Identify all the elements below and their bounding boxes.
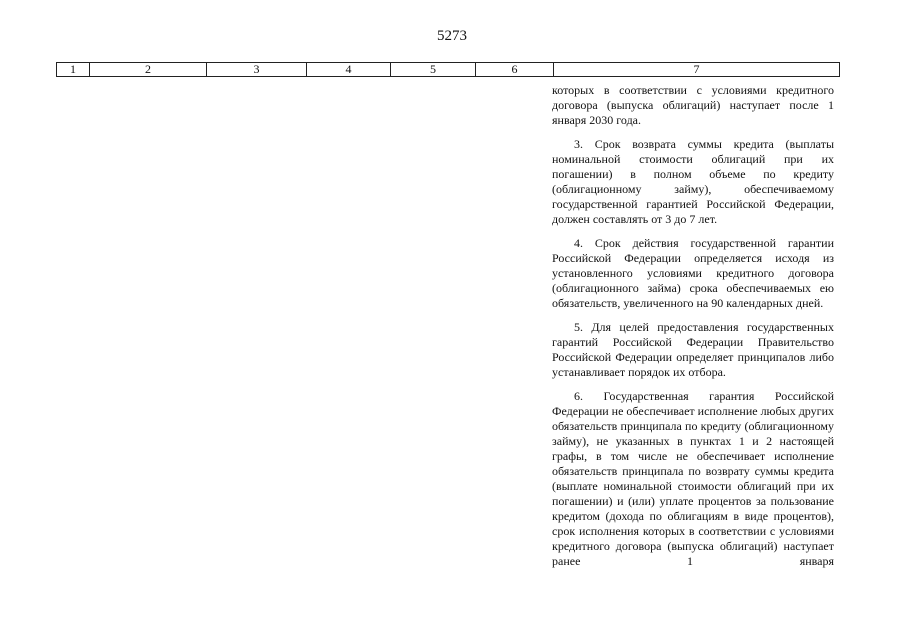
- column-number-5: 5: [391, 63, 476, 77]
- column-number-1: 1: [57, 63, 90, 77]
- paragraph-item-3: 3. Срок возврата суммы кредита (выплаты номинальной стоимости облигаций при их погашении) в полном объеме по кредиту (облигационному займу), обеспечиваемому государственной гарантией Российской Федерации, должен составлять от 3 до 7 лет.: [552, 137, 834, 226]
- paragraph-continuation: которых в соответствии с условиями кредитного договора (выпуска облигаций) наступает после 1 января 2030 года.: [552, 83, 834, 127]
- header-row: [57, 63, 840, 77]
- paragraph-item-4: 4. Срок действия государственной гарантии Российской Федерации определяется исходя из установленного условиями кредитного договора (облигационного займа) срока обеспечиваемых ею обязательств, увеличенного на 90 календарных дней.: [552, 236, 834, 310]
- column-number-4: 4: [307, 63, 391, 77]
- paragraph-item-5: 5. Для целей предоставления государственных гарантий Российской Федерации Правительство Российской Федерации определяет принципалов либо устанавливает порядок их отбора.: [552, 320, 834, 379]
- column-number-3: 3: [207, 63, 307, 77]
- page-number: 5273: [437, 28, 467, 44]
- column-number-2: 2: [90, 63, 207, 77]
- column-number-7: 7: [554, 63, 840, 77]
- column-number-header: [56, 62, 840, 77]
- column-number-6: 6: [476, 63, 554, 77]
- column-7-text: [552, 83, 834, 569]
- paragraph-item-6: 6. Государственная гарантия Российской Федерации не обеспечивает исполнение любых других обязательств принципала по кредиту (облигационному займу), не указанных в пунктах 1 и 2 настоящей графы, в том числе не обеспечивает исполнение обязательств принципала по возврату суммы кредита (выплате номинальной стоимости облигаций при их погашении) и (или) уплате процентов за пользование кредитом (дохода по облигациям в виде процентов), срок исполнения которых в соответствии с условиями кредитного договора (выпуска облигаций) наступает ранее 1 января: [552, 389, 834, 568]
